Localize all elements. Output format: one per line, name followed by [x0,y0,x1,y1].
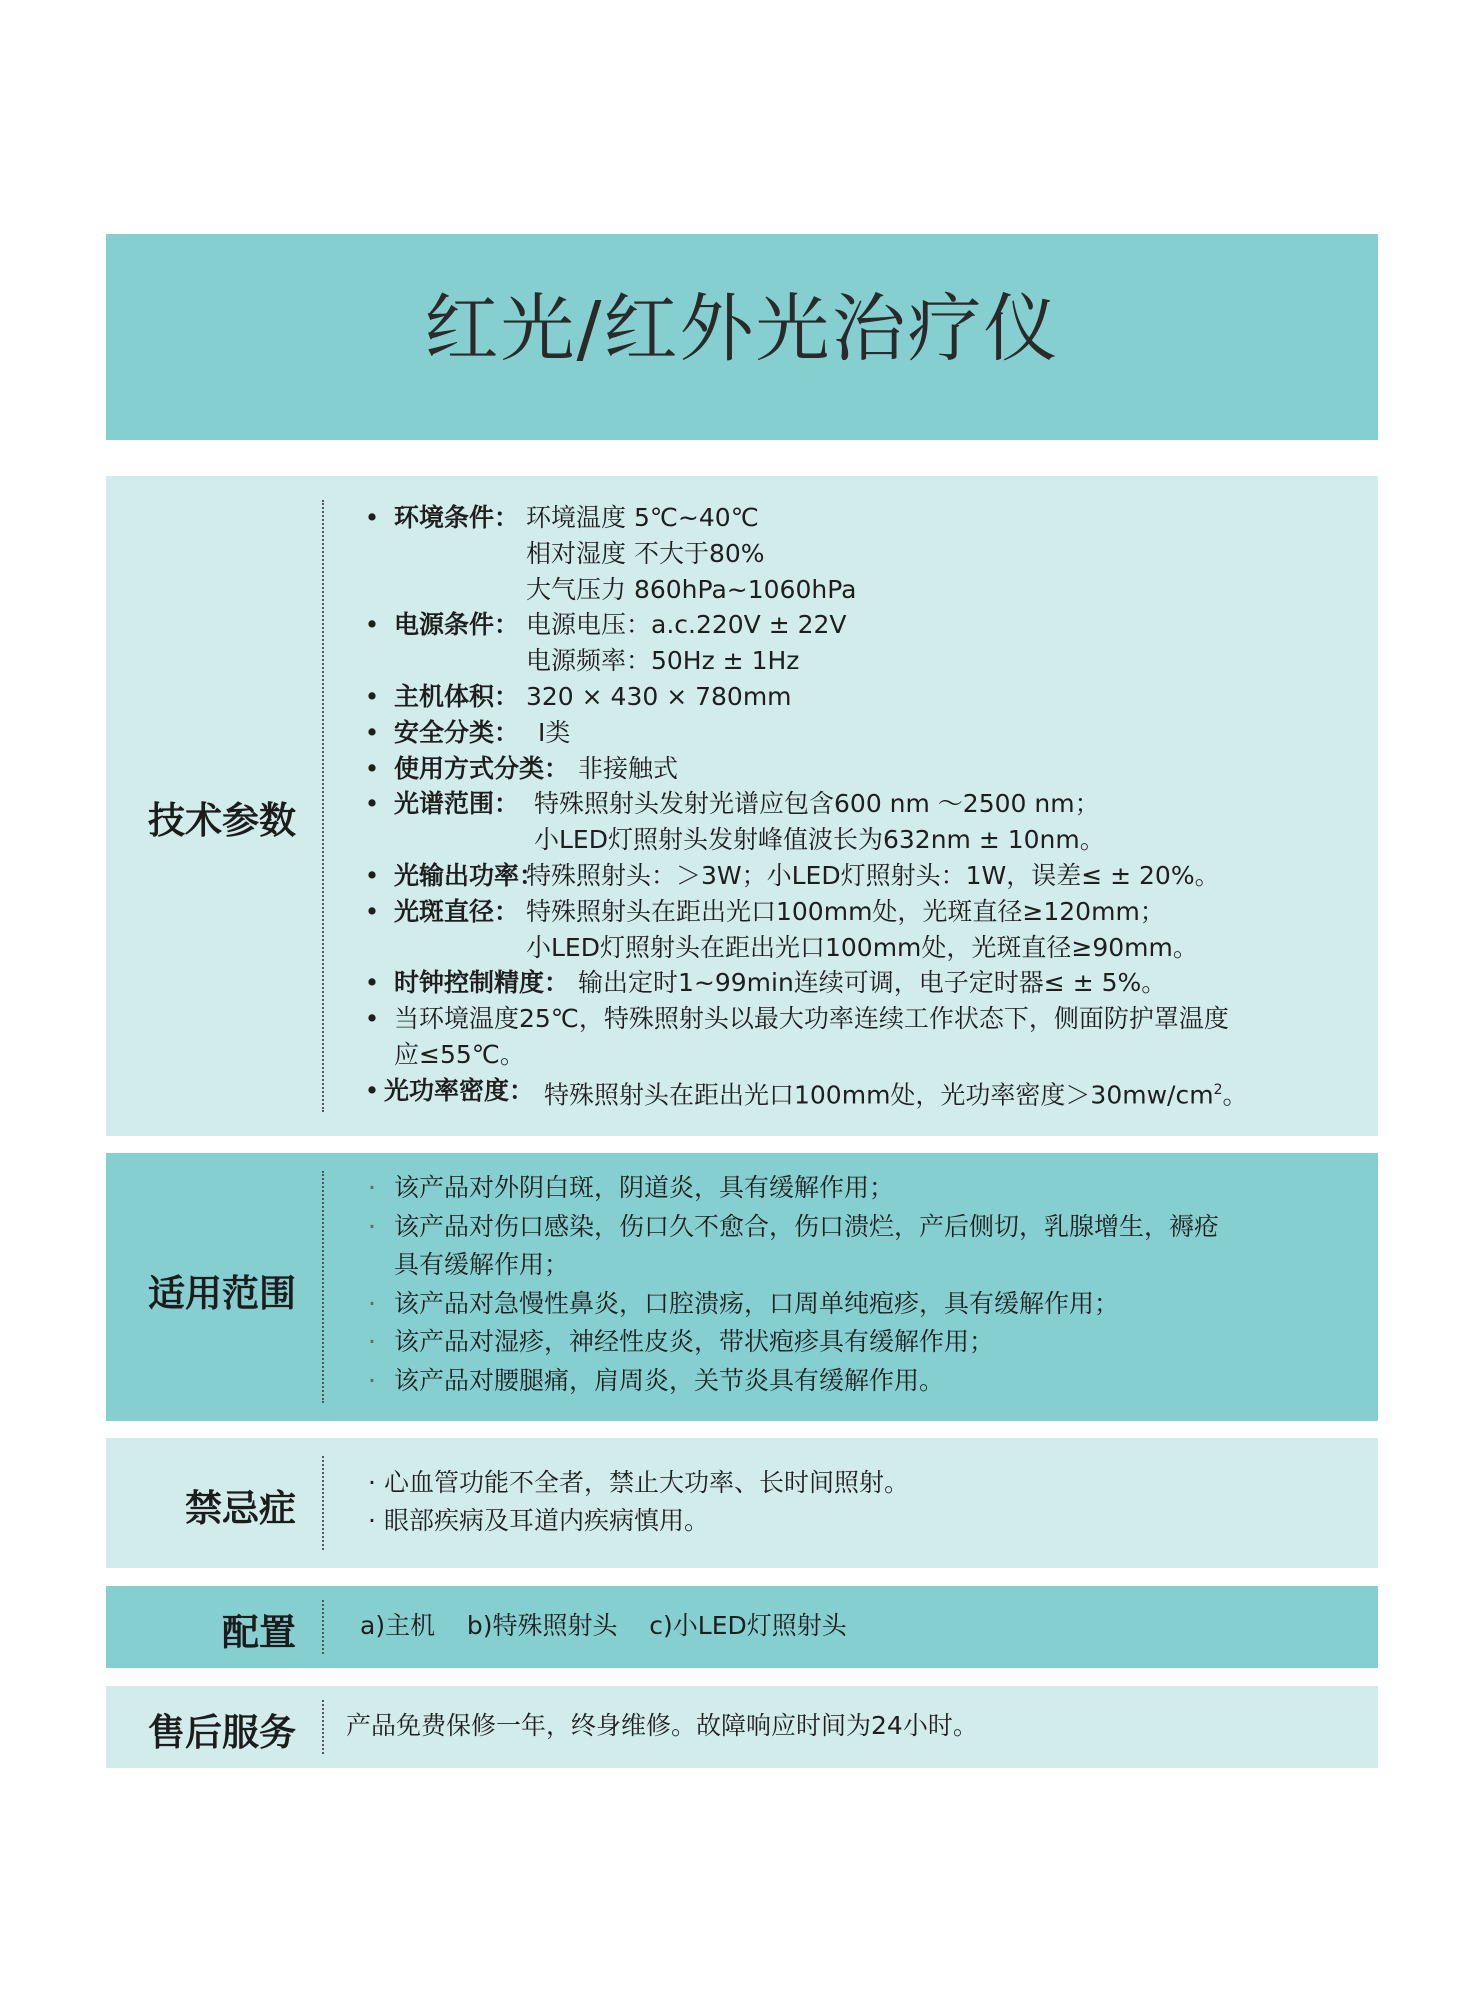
bullet-icon: • [364,717,380,747]
bullet-icon: • [364,753,380,783]
param-value: 当环境温度25℃，特殊照射头以最大功率连续工作状态下，侧面防护罩温度 [394,1004,1229,1034]
bullet-icon: · [368,1327,376,1356]
param-key: 光功率密度： [384,1075,535,1105]
configuration-label: 配置 [222,1611,296,1654]
bullet-icon: • [364,1004,380,1034]
scope-list [366,1169,1220,1400]
service-label: 售后服务 [148,1711,296,1754]
param-volume [364,679,792,715]
bullet-icon: · [368,1365,376,1395]
param-value: 小LED灯照射头发射峰值波长为632nm ± 10nm。 [534,825,1105,855]
bullet-icon: · [368,1288,376,1318]
scope-item-text: 该产品对伤口感染，伤口久不愈合，伤口溃烂，产后侧切，乳腺增生，褥疮 [394,1211,1220,1241]
param-output [364,858,1220,894]
tech-params-list [364,500,1248,1110]
contraindications-list [364,1464,910,1540]
bullet-icon: · [368,1211,376,1241]
scope-item [366,1169,895,1208]
tech-params-section [106,476,1378,1136]
contraindications-section [106,1438,1378,1568]
param-density [364,1073,1248,1110]
bullet-icon: • [364,860,380,890]
param-value: 小LED灯照射头在距出光口100mm处，光斑直径≥90mm。 [526,932,1198,962]
scope-label: 适用范围 [148,1272,296,1315]
scope-item-text: 该产品对外阴白斑，阴道炎，具有缓解作用； [394,1173,895,1202]
section-divider [322,1456,324,1550]
section-divider [322,500,324,1112]
param-key: 光输出功率： [394,860,545,890]
scope-section [106,1153,1378,1421]
service-text: 产品免费保修一年，终身维修。故障响应时间为24小时。 [346,1711,978,1740]
scope-item-text: 具有缓解作用； [394,1250,570,1279]
param-temp-note [364,1001,1229,1037]
title-banner [106,234,1378,440]
param-value-line [366,822,1105,858]
bullet-icon: • [364,968,380,998]
param-value: 非接触式 [578,753,679,783]
section-divider [322,1171,324,1403]
bullet-icon: • [364,896,380,926]
param-value: 电源电压：a.c.220V ± 22V [526,610,847,640]
param-clock [364,965,1167,1001]
param-value [544,1073,1248,1113]
configuration-section [106,1586,1378,1668]
contraindication-text: 心血管功能不全者，禁止大功率、长时间照射。 [384,1468,910,1497]
param-value: 电源频率：50Hz ± 1Hz [526,646,800,676]
bullet-icon: • [364,610,380,640]
bullet-icon: • [364,681,380,711]
scope-item [366,1323,995,1362]
scope-item-text: 该产品对湿疹，神经性皮炎，带状疱疹具有缓解作用； [394,1327,995,1356]
section-divider [322,1700,324,1754]
scope-item-text: 该产品对腰腿痛，肩周炎，关节炎具有缓解作用。 [394,1365,945,1395]
param-value-line [366,572,857,608]
param-value: 应≤55℃。 [394,1039,525,1069]
param-power [364,607,847,643]
param-spectrum [364,786,1100,822]
param-value: 输出定时1~99min连续可调，电子定时器≤ ± 5%。 [578,968,1167,998]
param-safety [364,715,571,751]
scope-item [366,1208,1220,1247]
param-value-line [366,930,1198,966]
contraindication-item [364,1502,710,1540]
param-key: 光斑直径： [394,896,520,926]
density-superscript: 2 [1213,1081,1223,1098]
section-divider [322,1600,324,1654]
contraindication-text: 眼部疾病及耳道内疾病慎用。 [384,1506,710,1535]
param-value-line [366,536,765,572]
param-value: 大气压力 860hPa~1060hPa [526,574,857,604]
param-key: 安全分类： [394,717,520,747]
param-key: 主机体积： [394,681,520,711]
param-value: 320 × 430 × 780mm [526,681,792,711]
param-key: 环境条件： [394,503,520,532]
page-title: 红光/红外光治疗仪 [424,286,1060,372]
service-section [106,1686,1378,1768]
param-value: Ⅰ类 [538,717,571,747]
bullet-icon: · [368,1173,376,1202]
param-key: 使用方式分类： [394,753,570,783]
density-tail: 。 [1222,1080,1248,1110]
configuration-text: a)主机 b)特殊照射头 c)小LED灯照射头 [360,1611,847,1640]
param-key: 光谱范围： [394,789,520,819]
density-text: 特殊照射头在距出光口100mm处，光功率密度＞30mw/cm [544,1080,1214,1110]
bullet-icon: · [368,1468,376,1497]
param-value-line [366,643,800,679]
param-value: 特殊照射头：＞3W；小LED灯照射头：1W，误差≤ ± 20%。 [526,860,1220,890]
param-value-line [366,1037,525,1073]
bullet-icon: · [368,1506,376,1535]
bullet-icon: • [364,789,380,819]
param-key: 时钟控制精度： [394,968,570,998]
scope-item-text: 该产品对急慢性鼻炎，口腔溃疡，口周单纯疱疹，具有缓解作用； [394,1288,1120,1318]
param-usage [364,751,679,787]
scope-item [366,1362,945,1401]
param-value: 特殊照射头发射光谱应包含600 nm ～2500 nm； [534,789,1100,819]
param-spot [364,894,1165,930]
tech-params-label: 技术参数 [148,799,296,842]
param-value: 相对湿度 不大于80% [526,538,765,568]
scope-item-continued [366,1246,570,1285]
param-key: 电源条件： [394,610,520,640]
contraindications-label: 禁忌症 [185,1487,296,1530]
contraindication-item [364,1464,910,1502]
scope-item [366,1285,1120,1324]
param-value: 特殊照射头在距出光口100mm处，光斑直径≥120mm； [526,896,1165,926]
param-value: 环境温度 5℃~40℃ [526,503,759,532]
param-environment [364,500,759,536]
bullet-icon: • [364,503,380,532]
bullet-icon: • [364,1075,380,1105]
